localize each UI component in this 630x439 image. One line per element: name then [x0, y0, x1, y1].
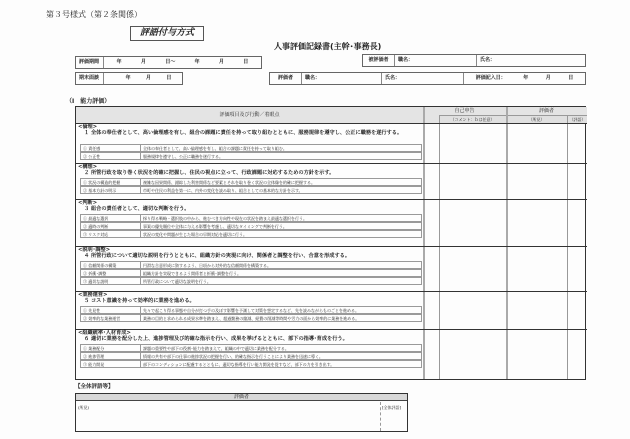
list-item	[80, 178, 422, 186]
section-ethics	[76, 123, 587, 163]
list-item	[80, 314, 422, 322]
evaluation-date-field[interactable]	[464, 73, 585, 84]
list-item	[80, 306, 422, 314]
list-item	[80, 277, 422, 285]
section-goal: ２ 所管行政を取り巻く状況を的確に把握し、住民の視点に立って、行政課題に対応するための方針を示す。	[84, 170, 335, 176]
interview-box	[75, 72, 183, 85]
method-label: 評語付与方式	[130, 26, 204, 41]
interview-day: 日	[166, 75, 172, 81]
evaluatee-name-field[interactable]: 氏名：	[480, 57, 496, 63]
item-desc: 業務の目的と求められる成果水準を踏まえ、超過勤務の縮減、経費の削減等時間や労力の面から効率的に業務を進める。	[143, 316, 360, 321]
evaluator-box	[269, 72, 586, 85]
list-item	[80, 222, 422, 230]
divider	[380, 402, 381, 431]
list-item	[80, 214, 422, 222]
section-leadership	[76, 329, 587, 379]
list-item	[80, 186, 422, 194]
item-key: ② 効率的な業務運営	[81, 315, 141, 321]
item-desc: 情報の共有や部下の仕事の進捗状況の把握を行い、的確な指示を行うことにより業務を迅速に導く。	[143, 354, 323, 359]
item-desc: 事案の優先順位や全体に与える影響を考慮し、適切なタイミングで判断を行う。	[143, 224, 287, 229]
day-2: 日	[243, 59, 249, 65]
section-category: <説明･調整>	[78, 247, 111, 253]
section-category: <判断>	[78, 200, 98, 206]
evaluation-day: 日	[568, 75, 574, 81]
item-key: ② 折衝･調整	[81, 270, 141, 276]
item-desc: 所管行政について適切な説明を行う。	[143, 279, 211, 284]
header-items: 評価項目及び行動／着眼点	[76, 107, 423, 124]
month-2: 月	[218, 59, 224, 65]
interview-date-field[interactable]	[104, 73, 182, 84]
self-comment-label: （コメント：ｂは任意）	[439, 115, 506, 123]
evaluator-col-label: 評価者	[538, 108, 554, 114]
section-category: <倫理>	[78, 124, 98, 130]
section-category: <業務運営>	[78, 292, 108, 298]
item-key: ③ 適切な説明	[81, 278, 141, 284]
item-desc: 先々で起こり得る事態や自分が打つ手の及ぼす影響を予測して対策を想定するなど、先を読みながらものごとを進める。	[143, 308, 359, 313]
header-evaluator	[506, 107, 587, 124]
form-id: 第３号様式（第２条関係）	[46, 10, 142, 19]
section-goal: ４ 所管行政について適切な説明を行うとともに、組織方針の実現に向け、関係者と調整を行い、合意を形成する。	[84, 253, 351, 259]
item-key: ③ リスク対応	[81, 231, 141, 237]
section-category: <組織統率･人材育成>	[78, 330, 131, 336]
section-operations	[76, 291, 587, 329]
item-desc: 組織方針を実現できるよう関係者と折衝･調整を行う。	[143, 271, 241, 276]
item-key: ③ 能力開発	[81, 361, 141, 367]
item-key: ① 最適な選択	[81, 215, 141, 221]
item-key: ① 先見性	[81, 307, 141, 313]
overall-opinion-field[interactable]: (所見)	[78, 405, 90, 410]
item-desc: 部下のコンディションに配慮するとともに、適切な指導を行い能力開発を促すなど、部下の力を引き出す。	[143, 362, 335, 367]
opinion-label: （所見）	[506, 115, 567, 123]
item-desc: 市町や住民の利益を第一に、内外の変化を読み取り、組合としての基本的な方針を示す。	[143, 188, 303, 193]
overall-box	[75, 393, 408, 432]
item-desc: 状況の変化や問題が生じた場合の早期対応を適切に行う。	[143, 232, 247, 237]
evaluation-period-label: 評価期間	[76, 57, 104, 68]
evaluation-period-field[interactable]	[104, 57, 261, 68]
list-item	[80, 269, 422, 277]
evaluatee-label: 被評価者	[363, 55, 395, 66]
evaluator-label: 評価者	[270, 73, 302, 84]
item-key: ② 基本方針の明示	[81, 187, 141, 193]
overall-heading: 【全体評語等】	[75, 384, 114, 390]
interview-year: 年	[125, 75, 131, 81]
year-2: 年	[194, 59, 200, 65]
section-explanation	[76, 246, 587, 291]
list-item	[80, 344, 422, 352]
item-desc: 円滑な合意形成に資するよう、日頃から対外的な信頼関係を構築する。	[143, 263, 271, 268]
section-category: <構想>	[78, 164, 98, 170]
section-heading: （Ⅰ 能力評価）	[66, 98, 111, 105]
interview-month: 月	[145, 75, 151, 81]
page-title: 人事評価記録書(主幹･事務長)	[274, 42, 382, 51]
grade-label: （評語）	[567, 115, 587, 123]
section-goal: ３ 組合の責任者として、適切な判断を行う。	[84, 206, 190, 212]
year-1: 年	[116, 59, 122, 65]
competency-table	[75, 106, 586, 380]
evaluation-year: 年	[523, 75, 529, 81]
list-item	[80, 352, 422, 360]
overall-evaluator-header: 評価者	[76, 394, 407, 401]
section-vision	[76, 163, 587, 199]
item-key: ② 公正性	[81, 153, 141, 159]
evaluation-month: 月	[545, 75, 551, 81]
evaluator-post-field[interactable]: 職名：	[302, 73, 382, 84]
list-item	[80, 230, 422, 238]
item-desc: 服務規律を遵守し、公正に職務を遂行する。	[143, 154, 223, 159]
list-item	[80, 261, 422, 269]
evaluatee-post-field[interactable]: 職名：	[395, 55, 477, 66]
day-1: 日～	[165, 59, 176, 65]
list-item	[80, 360, 422, 368]
month-1: 月	[140, 59, 146, 65]
section-goal: ６ 適切に業務を配分した上、進捗管理及び的確な指示を行い、成果を挙げるとともに、部下の指導･育成を行う。	[84, 336, 348, 342]
item-key: ① 信頼関係の構築	[81, 262, 141, 268]
item-desc: 採り得る戦略・選択肢の中から、進むべき方向性や現在の状況を踏まえ最適な選択を行う。	[143, 216, 307, 221]
section-goal: １ 全体の奉仕者として、高い倫理感を有し、組合の課題に責任を持って取り組むとともに、服務規律を遵守し、公正に職務を遂行する。	[84, 130, 403, 136]
item-key: ① 業務配分	[81, 345, 141, 351]
evaluator-name-field[interactable]: 氏名：	[382, 73, 464, 84]
header-self-report	[423, 107, 506, 124]
section-judgment	[76, 199, 587, 246]
evaluation-period-box	[75, 56, 262, 69]
list-item	[80, 152, 422, 160]
section-goal: ５ コスト意識を持って効率的に業務を進める。	[84, 298, 195, 304]
interview-label: 期末面談	[76, 73, 104, 84]
item-desc: 全体の奉仕者として、高い倫理感を有し、組合の課題に責任を持って取り組む。	[143, 146, 287, 151]
evaluation-date-label: 評価記入日：	[475, 75, 506, 81]
item-key: ① 状況の構造的把握	[81, 179, 141, 185]
item-desc: 課題の重要性や部下の役割･能力を踏まえて、組織の中で適切に業務を配分する。	[143, 346, 289, 351]
evaluatee-box	[362, 54, 586, 67]
item-key: ② 進捗管理	[81, 353, 141, 359]
self-report-label: 自己申告	[454, 108, 475, 114]
item-key: ② 適時の判断	[81, 223, 141, 229]
overall-grade-field[interactable]: [全体評語]	[382, 405, 402, 410]
item-desc: 複雑な因果関係、錯綜した利害関係など要素とそれを取り巻く状況の全体像を的確に把握する。	[143, 180, 315, 185]
item-key: ① 責任感	[81, 145, 141, 151]
list-item	[80, 144, 422, 152]
